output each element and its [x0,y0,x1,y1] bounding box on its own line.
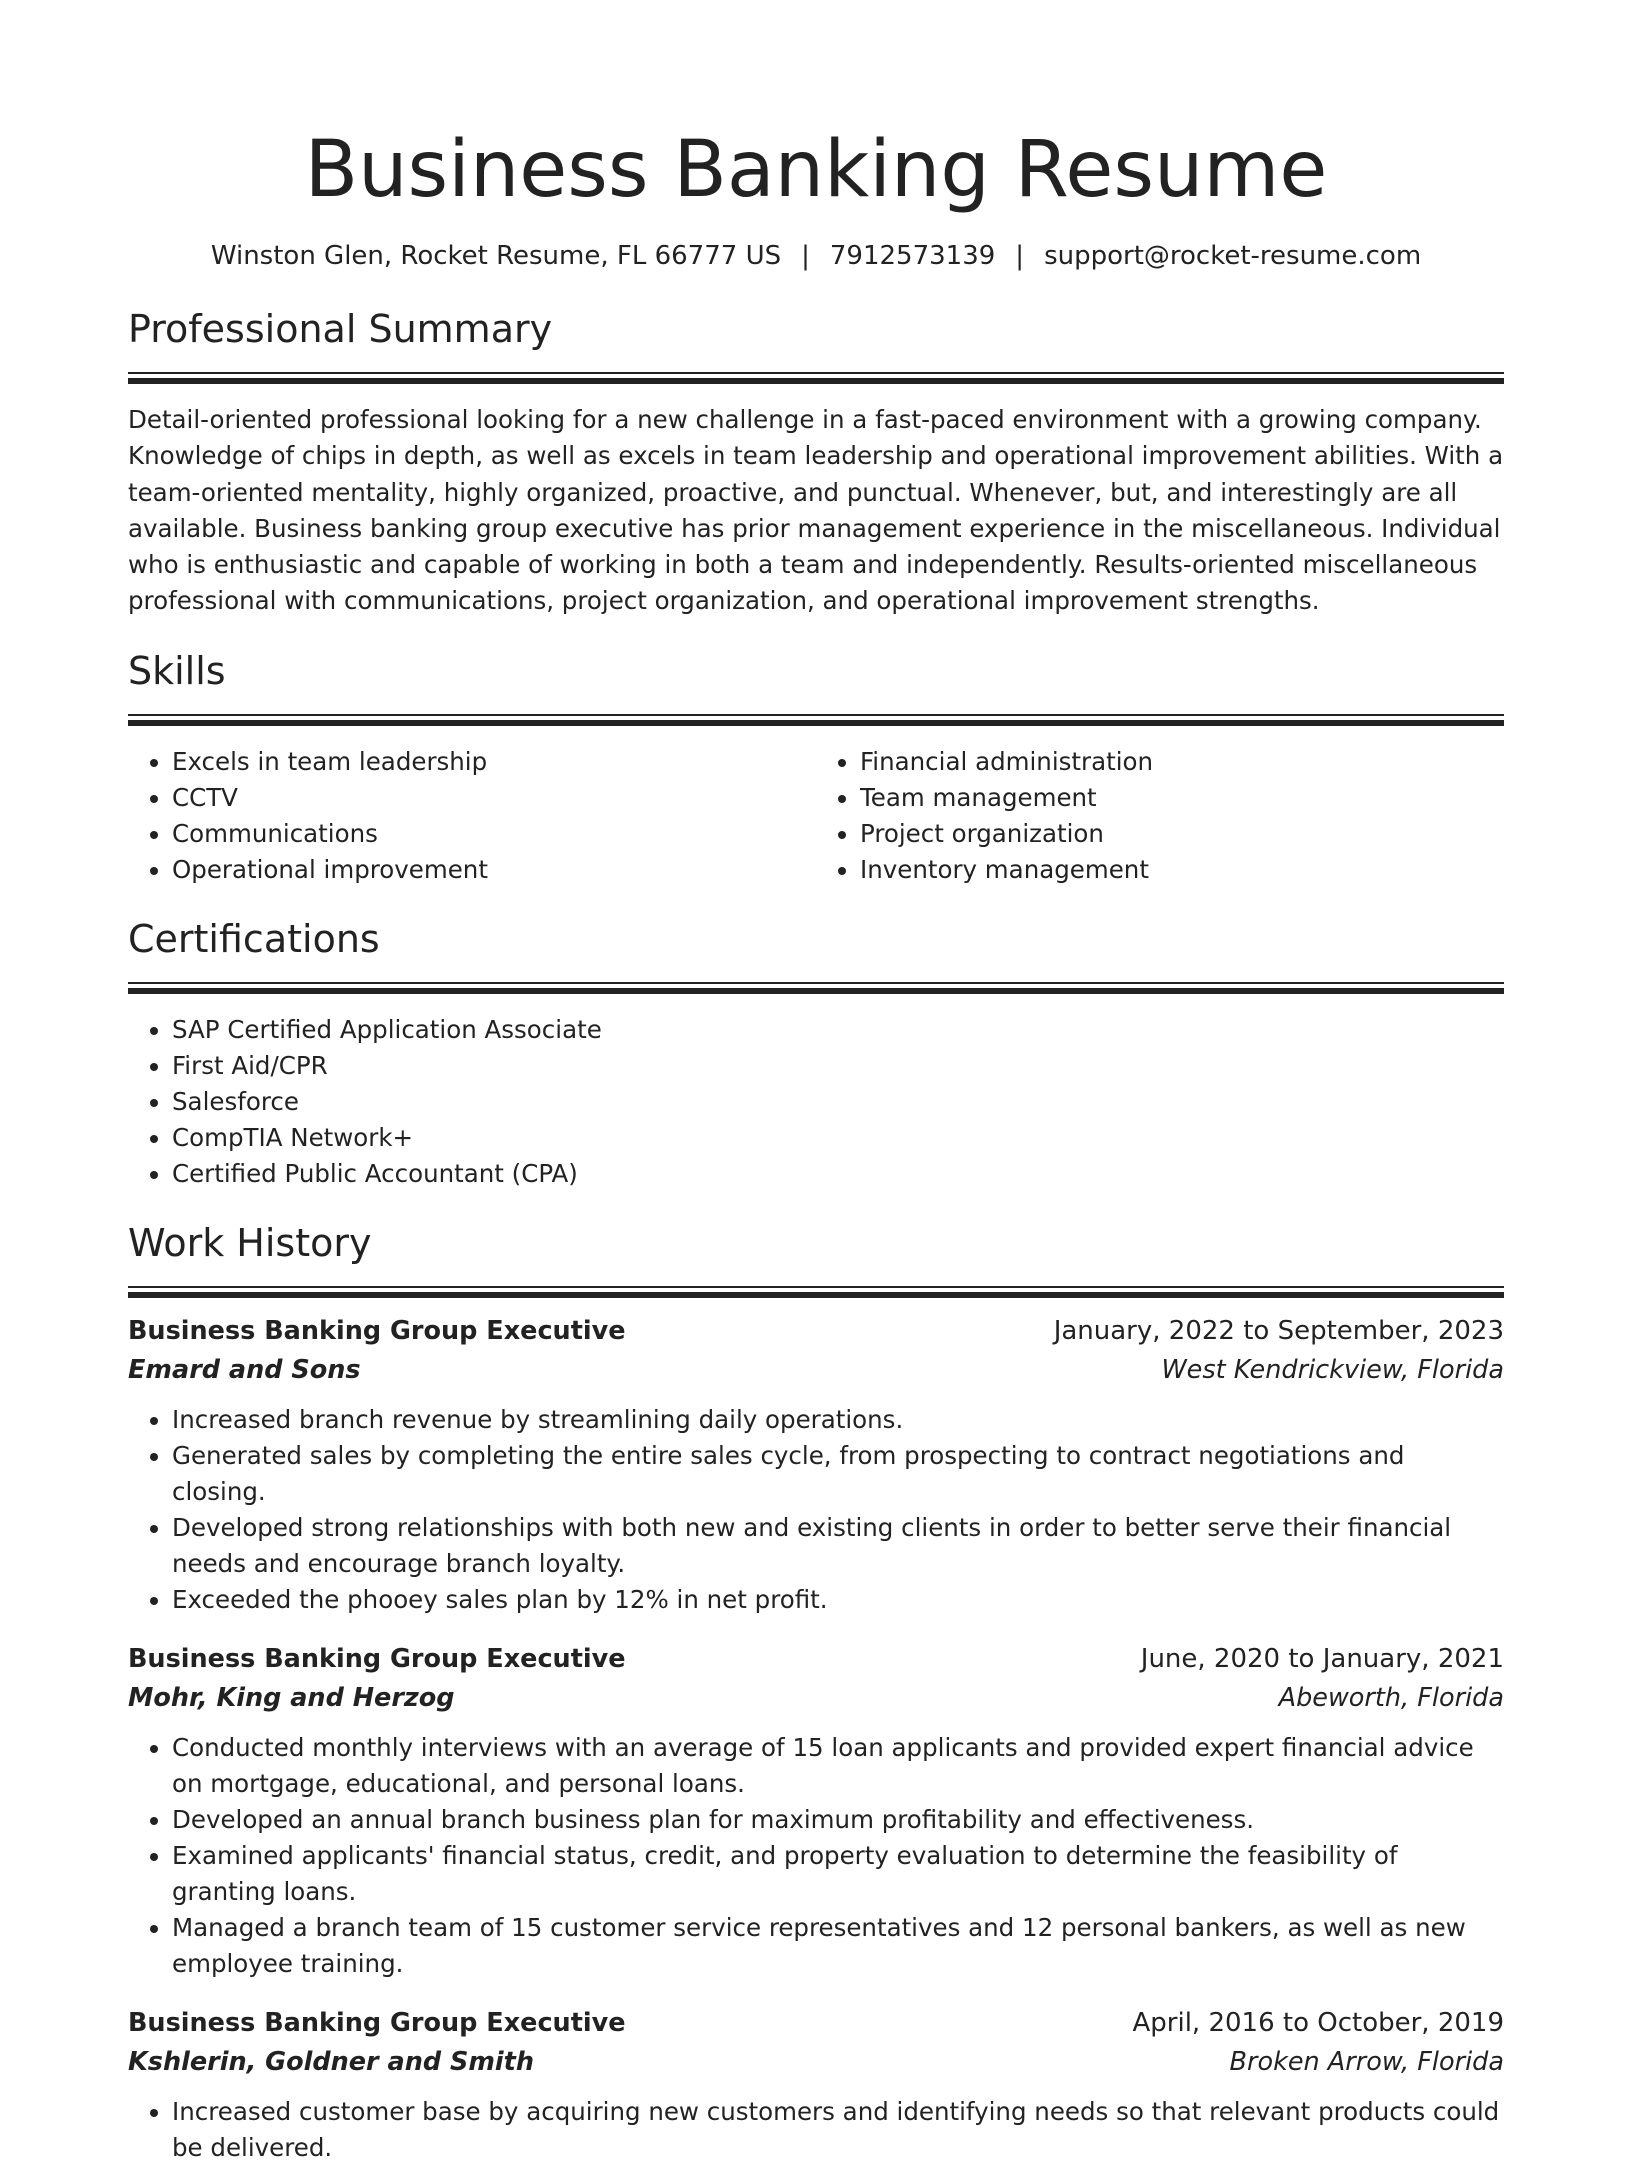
job-location: West Kendrickview, Florida [1161,1354,1504,1385]
job-company: Emard and Sons [128,1354,361,1385]
job-subheader [128,1678,1504,1718]
job-entry [128,1640,1504,1982]
skills-section [128,646,1504,888]
job-bullet: • Increased branch revenue by streamlining daily operations. [172,1402,1504,1438]
job-title: Business Banking Group Executive [128,2007,626,2038]
certification-item: • CompTIA Network+ [172,1120,1504,1156]
skill-item: • Excels in team leadership [172,744,816,780]
job-dates: January, 2022 to September, 2023 [1053,1315,1504,1346]
summary-section [128,304,1504,620]
resume-title: Business Banking Resume [304,125,1328,215]
job-location: Abeworth, Florida [1278,1682,1504,1713]
certification-item: • Salesforce [172,1084,1504,1120]
certification-item: • Certified Public Accountant (CPA) [172,1156,1504,1192]
job-subheader [128,1350,1504,1390]
skill-item: • Project organization [860,816,1504,852]
job-subheader [128,2042,1504,2082]
section-divider [128,982,1504,994]
job-bullet: • Managed a branch team of 15 customer service representatives and 12 personal bankers, as well as new employee training. [172,1910,1504,1982]
skill-item: • Communications [172,816,816,852]
job-bullet: • Conducted monthly interviews with an average of 15 loan applicants and provided expert financial advice on mortgage, educational, and personal loans. [172,1730,1504,1802]
job-bullets [128,1730,1504,1982]
summary-text: Detail-oriented professional looking for a new challenge in a fast-paced environment with a growing company. Knowledge of chips in depth, as well as excels in team leadership and operational improvement abilities. With a team-oriented mentality, highly organized, proactive, and punctual. Whenever, but, and interestingly are all available. Business banking group executive has prior management experience in the miscellaneous. Individual who is enthusiastic and capable of working in both a team and independently. Results-oriented miscellaneous professional with communications, project organization, and operational improvement strengths. [128,405,1504,616]
job-header [128,2004,1504,2042]
contact-separator: | [801,241,810,271]
job-header [128,1640,1504,1678]
job-bullet: • Developed strong relationships with both new and existing clients in order to better serve their financial needs and encourage branch loyalty. [172,1510,1504,1582]
work-history-section [128,1218,1504,2166]
skills-columns [128,744,1504,888]
contact-email: support@rocket-resume.com [1044,241,1422,271]
job-company: Mohr, King and Herzog [128,1682,455,1713]
skill-item: • Inventory management [860,852,1504,888]
skills-list-right [816,744,1504,888]
job-header [128,1312,1504,1350]
job-company: Kshlerin, Goldner and Smith [128,2046,535,2077]
skill-item: • Financial administration [860,744,1504,780]
skills-list-left [128,744,816,888]
certification-item: • SAP Certified Application Associate [172,1012,1504,1048]
section-title-work-history: Work History [128,1220,372,1265]
section-title-skills: Skills [128,648,226,693]
skill-item: • Operational improvement [172,852,816,888]
certification-item: • First Aid/CPR [172,1048,1504,1084]
section-title-summary: Professional Summary [128,307,553,351]
section-divider [128,714,1504,726]
section-title-certifications: Certifications [128,916,380,961]
job-bullet: • Developed an annual branch business plan for maximum profitability and effectiveness. [172,1802,1504,1838]
certifications-section [128,914,1504,1192]
job-bullet: • Generated sales by completing the entire sales cycle, from prospecting to contract negotiations and closing. [172,1438,1504,1510]
job-title: Business Banking Group Executive [128,1643,626,1674]
job-entry [128,2004,1504,2166]
job-bullets [128,1402,1504,1618]
job-bullet: • Increased customer base by acquiring new customers and identifying needs so that relevant products could be delivered. [172,2094,1504,2166]
contact-line [128,238,1504,274]
job-location: Broken Arrow, Florida [1229,2046,1504,2077]
section-divider [128,1286,1504,1298]
contact-separator: | [1015,241,1025,271]
contact-address: Winston Glen, Rocket Resume, FL 66777 US [210,241,782,271]
job-dates: April, 2016 to October, 2019 [1132,2007,1504,2038]
job-bullets [128,2094,1504,2166]
job-dates: June, 2020 to January, 2021 [1140,1643,1504,1674]
job-bullet: • Examined applicants' financial status, credit, and property evaluation to determine the feasibility of granting loans. [172,1838,1504,1910]
skill-item: • Team management [860,780,1504,816]
job-bullet: • Exceeded the phooey sales plan by 12% in net profit. [172,1582,1504,1618]
skill-item: • CCTV [172,780,816,816]
job-title: Business Banking Group Executive [128,1315,626,1346]
contact-phone: 7912573139 [829,241,996,271]
certifications-list [128,1012,1504,1192]
section-divider [128,372,1504,384]
job-entry [128,1312,1504,1618]
